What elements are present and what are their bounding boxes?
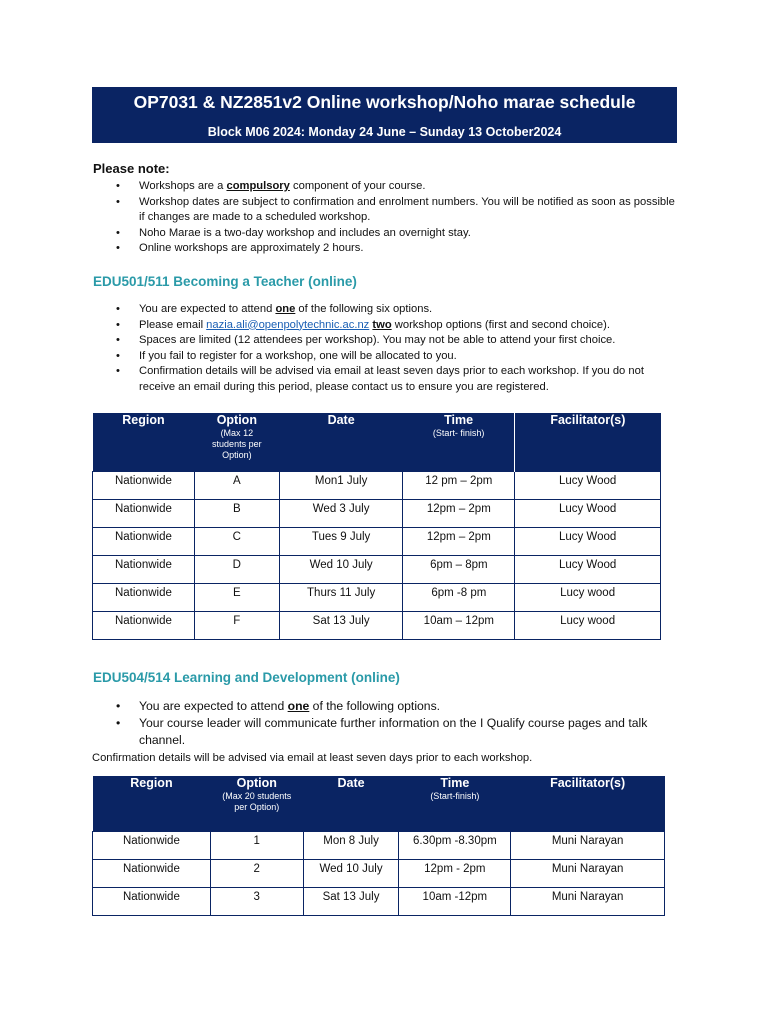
cell-option: B bbox=[194, 499, 279, 527]
cell-time: 12pm – 2pm bbox=[403, 499, 515, 527]
table-row bbox=[93, 831, 665, 859]
cell-facilitator: Lucy wood bbox=[515, 583, 661, 611]
list-item: • Noho Marae is a two-day workshop and includes an overnight stay. bbox=[93, 226, 683, 242]
column-header-date: Date bbox=[303, 776, 399, 831]
cell-facilitator: Muni Narayan bbox=[511, 859, 665, 887]
edu501-schedule-table bbox=[92, 413, 661, 640]
edu504-bullets bbox=[93, 698, 683, 749]
cell-region: Nationwide bbox=[93, 527, 195, 555]
cell-region: Nationwide bbox=[93, 887, 211, 915]
table-row bbox=[93, 859, 665, 887]
table-row bbox=[93, 887, 665, 915]
list-item: • Workshops are a compulsory component of your course. bbox=[93, 179, 683, 195]
cell-option: F bbox=[194, 611, 279, 639]
column-header-facilitator: Facilitator(s) bbox=[515, 413, 661, 471]
cell-time: 12pm - 2pm bbox=[399, 859, 511, 887]
cell-time: 6pm – 8pm bbox=[403, 555, 515, 583]
column-header-time: Time (Start-finish) bbox=[399, 776, 511, 831]
cell-option: E bbox=[194, 583, 279, 611]
edu504-schedule-table bbox=[92, 776, 665, 916]
column-header-facilitator: Facilitator(s) bbox=[511, 776, 665, 831]
block-dates: Block M06 2024: Monday 24 June – Sunday 13 October2024 bbox=[207, 125, 562, 139]
cell-option: A bbox=[194, 471, 279, 499]
cell-facilitator: Lucy wood bbox=[515, 611, 661, 639]
list-item: • You are expected to attend one of the following options. bbox=[93, 698, 683, 715]
list-item: • Spaces are limited (12 attendees per workshop). You may not be able to attend your first choice. bbox=[93, 333, 683, 349]
column-header-date: Date bbox=[279, 413, 403, 471]
cell-time: 10am -12pm bbox=[399, 887, 511, 915]
cell-option: 3 bbox=[210, 887, 303, 915]
column-header-region: Region bbox=[93, 413, 195, 471]
cell-date: Tues 9 July bbox=[279, 527, 403, 555]
list-item: • Please email nazia.ali@openpolytechnic.ac.nz two workshop options (first and second choice). bbox=[93, 318, 683, 334]
cell-option: 2 bbox=[210, 859, 303, 887]
table-row bbox=[93, 555, 661, 583]
list-item: • Online workshops are approximately 2 hours. bbox=[93, 241, 683, 257]
table-header-row bbox=[93, 413, 661, 471]
list-item: • You are expected to attend one of the following six options. bbox=[93, 302, 683, 318]
cell-time: 12pm – 2pm bbox=[403, 527, 515, 555]
cell-facilitator: Lucy Wood bbox=[515, 555, 661, 583]
cell-facilitator: Lucy Wood bbox=[515, 527, 661, 555]
cell-time: 6.30pm -8.30pm bbox=[399, 831, 511, 859]
section-heading-edu504: EDU504/514 Learning and Development (online) bbox=[93, 670, 400, 685]
cell-option: D bbox=[194, 555, 279, 583]
section-heading-edu501: EDU501/511 Becoming a Teacher (online) bbox=[93, 274, 357, 289]
table-row bbox=[93, 471, 661, 499]
cell-time: 12 pm – 2pm bbox=[403, 471, 515, 499]
cell-region: Nationwide bbox=[93, 831, 211, 859]
cell-facilitator: Lucy Wood bbox=[515, 499, 661, 527]
table-row bbox=[93, 583, 661, 611]
column-header-option: Option (Max 12 students per Option) bbox=[194, 413, 279, 471]
list-item: • Confirmation details will be advised via email at least seven days prior to each workshop. If you do not receive an email during this period, please contact us to ensure you are registered. bbox=[93, 364, 683, 395]
edu501-bullets bbox=[93, 302, 683, 396]
table-row bbox=[93, 527, 661, 555]
table-row bbox=[93, 611, 661, 639]
cell-time: 6pm -8 pm bbox=[403, 583, 515, 611]
list-item: • Your course leader will communicate further information on the I Qualify course pages and talk channel. bbox=[93, 715, 683, 749]
cell-region: Nationwide bbox=[93, 471, 195, 499]
cell-region: Nationwide bbox=[93, 859, 211, 887]
list-item: • If you fail to register for a workshop, one will be allocated to you. bbox=[93, 349, 683, 365]
document-title: OP7031 & NZ2851v2 Online workshop/Noho marae schedule bbox=[133, 92, 636, 112]
column-header-region: Region bbox=[93, 776, 211, 831]
cell-facilitator: Muni Narayan bbox=[511, 887, 665, 915]
title-banner bbox=[92, 87, 677, 143]
cell-region: Nationwide bbox=[93, 611, 195, 639]
column-header-time: Time (Start- finish) bbox=[403, 413, 515, 471]
cell-facilitator: Muni Narayan bbox=[511, 831, 665, 859]
please-note-heading: Please note: bbox=[93, 161, 170, 176]
cell-date: Mon 8 July bbox=[303, 831, 399, 859]
cell-option: 1 bbox=[210, 831, 303, 859]
cell-date: Mon1 July bbox=[279, 471, 403, 499]
cell-date: Wed 10 July bbox=[303, 859, 399, 887]
cell-date: Sat 13 July bbox=[303, 887, 399, 915]
cell-date: Sat 13 July bbox=[279, 611, 403, 639]
cell-date: Thurs 11 July bbox=[279, 583, 403, 611]
email-link[interactable]: nazia.ali@openpolytechnic.ac.nz bbox=[206, 318, 370, 331]
notes-list bbox=[93, 179, 683, 257]
cell-region: Nationwide bbox=[93, 583, 195, 611]
cell-region: Nationwide bbox=[93, 499, 195, 527]
cell-date: Wed 3 July bbox=[279, 499, 403, 527]
cell-option: C bbox=[194, 527, 279, 555]
cell-time: 10am – 12pm bbox=[403, 611, 515, 639]
cell-date: Wed 10 July bbox=[279, 555, 403, 583]
table-row bbox=[93, 499, 661, 527]
confirmation-note: Confirmation details will be advised via email at least seven days prior to each workshop. bbox=[92, 752, 533, 764]
table-header-row bbox=[93, 776, 665, 831]
column-header-option: Option (Max 20 students per Option) bbox=[210, 776, 303, 831]
cell-facilitator: Lucy Wood bbox=[515, 471, 661, 499]
list-item: • Workshop dates are subject to confirmation and enrolment numbers. You will be notified as soon as possible if changes are made to a scheduled workshop. bbox=[93, 195, 683, 226]
cell-region: Nationwide bbox=[93, 555, 195, 583]
